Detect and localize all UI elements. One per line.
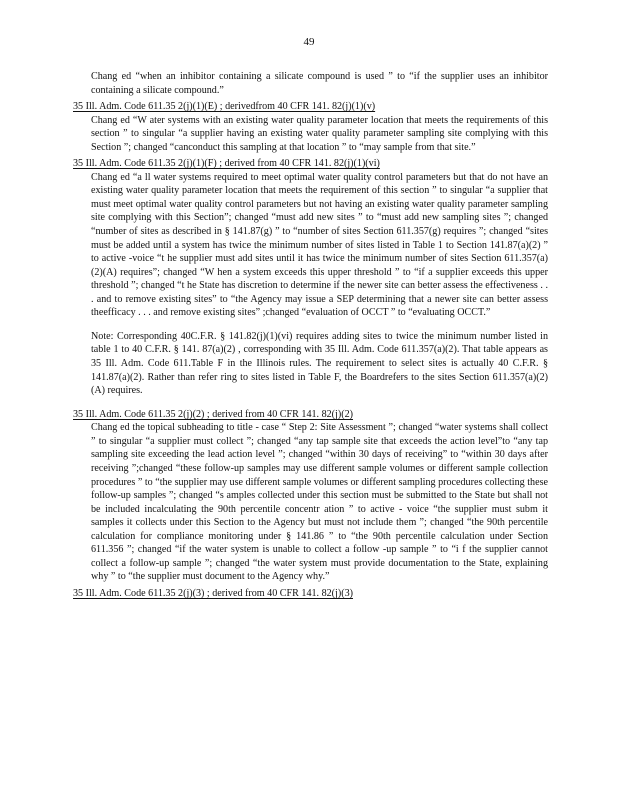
entry-body: Chang ed the topical subheading to title - case “ Step 2: Site Assessment ”; changed “water systems shall collect ” to singular “a supplier must collect ”; changed “any tap sample site that exceeds the action level”to “any tap sampling site exceeding the lead action level ”; changed “within 30 days of receiving” to “within 30 days after receiving ”;changed “these follow-up samples may use different sample volumes or different sample collection procedures ” to “the supplier may use different sample volumes or different sampling procedures collecting these follow-up samples ”; changed “s amples collected under this section must be submitted to the State but shall not be included incalculating the 90th percentile concentr ation ” to active - voice “the supplier must subm it samples it collects under this Section to the Agency but must not include them ”; changed “the 90th percentile calculation for compliance monitoring under § 141.86 ” to “the 90th percentile calculation under Section 611.356 ”; changed “if the water system is unable to collect a follow -up sample ” to “i f the supplier cannot collect a follow-up sample ”; changed “the water system must provide documentation to the State, explaining why ” to “the supplier must document to the Agency why.” — [91, 422, 548, 583]
entry-citation: 35 Ill. Adm. Code 611.35 2(j)(2) ; derived from 40 CFR 141. 82(j)(2) — [73, 408, 353, 420]
page-number: 49 — [303, 36, 315, 48]
entry-2 — [73, 157, 548, 397]
entry-3 — [73, 408, 548, 584]
entry-4 — [73, 587, 548, 601]
intro-paragraph: Chang ed “when an inhibitor containing a silicate compound is used ” to “if the supplier uses an inhibitor containing a silicate compound.” — [91, 71, 548, 96]
entry-body: Chang ed “a ll water systems required to meet optimal water quality control parameters but that do not have an existing water quality parameter location that meets the requirement of this section ” to singular “a supplier that must meet optimal water quality control parameters but not having an existing water quality parameter sampling site complying with this Section”; changed “must add new sites ” to “must add new sampling sites ”; changed “number of sites as described in § 141.87(g) ” to “number of sites Section 611.357(g) requires ”; changed “sites must be added until a system has twice the minimum number of sites listed in Table 1 to Section 141.87(a)(2) ” to active -voice “t he supplier must add sites until it has twice the minimum number of sites Section 611.357(a)(2)(A) requires”; changed “W hen a system exceeds this upper threshold ” to “if a supplier exceeds this upper threshold ”; changed “t he State has discretion to determine if the newer site can better assess the effectiveness . . . and to remove existing sites” to “the Agency may issue a SEP determining that a newer site can better assess theefficacy . . . and remove existing sites” ;changed “evaluation of OCCT ” to “evaluating OCCT.” — [91, 171, 548, 319]
entry-body: Chang ed “W ater systems with an existing water quality parameter location that meets the requirements of this section ” to singular “a supplier having an existing water quality parameter sampling site complying with this Section ”; changed “canconduct this sampling at that location ” to “may sample from that site.” — [91, 114, 548, 153]
entry-note: Note: Corresponding 40C.F.R. § 141.82(j)(1)(vi) requires adding sites to twice the minimum number listed in table 1 to 40 C.F.R. § 141. 87(a)(2) , corresponding with 35 Ill. Adm. Code 611.357(a)(2). That table appears as 35 Ill. Adm. Code 611.Table F in the Illinois rules. The requirement to select sites is actually 40 C.F.R. § 141.87(a)(2). Rather than refer ring to sites listed in Table F, the Boardrefers to the sites Section 611.357(a)(2)(A) requires. — [91, 330, 548, 397]
entry-citation: 35 Ill. Adm. Code 611.35 2(j)(1)(E) ; derivedfrom 40 CFR 141. 82(j)(1)(v) — [73, 101, 376, 113]
entry-1 — [73, 100, 548, 154]
entry-citation: 35 Ill. Adm. Code 611.35 2(j)(3) ; derived from 40 CFR 141. 82(j)(3) — [73, 587, 353, 599]
entry-citation: 35 Ill. Adm. Code 611.35 2(j)(1)(F) ; derived from 40 CFR 141. 82(j)(1)(vi) — [73, 158, 380, 170]
page-content — [73, 70, 548, 601]
